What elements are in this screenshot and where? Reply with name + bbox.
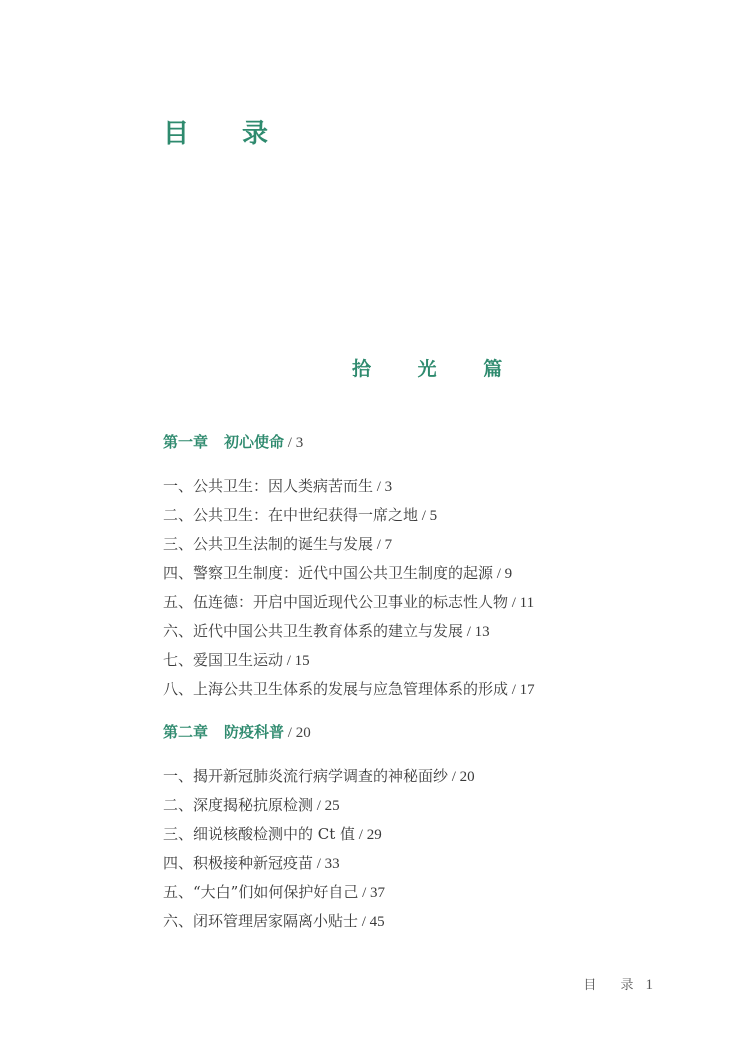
- chapter-heading-1[interactable]: [163, 430, 303, 454]
- footer-label: 目 录: [583, 978, 644, 993]
- entry-page: / 25: [313, 798, 340, 814]
- toc-entry[interactable]: [163, 677, 535, 701]
- chapter-page: / 3: [284, 435, 304, 451]
- chapter-title: 初心使命: [224, 433, 285, 451]
- entry-page: / 33: [313, 856, 340, 872]
- chapter-number: 第二章: [163, 723, 209, 741]
- entry-page: / 5: [418, 508, 438, 524]
- entry-page: / 29: [355, 827, 382, 843]
- entry-title: 二、公共卫生：在中世纪获得一席之地: [163, 506, 419, 524]
- chapter-title: 防疫科普: [224, 723, 285, 741]
- toc-entry[interactable]: [163, 822, 382, 846]
- entry-title: 五、“大白”们如何保护好自己: [163, 883, 359, 901]
- toc-entry[interactable]: [163, 648, 310, 672]
- entry-page: / 45: [358, 914, 385, 930]
- entry-title: 五、伍连德：开启中国近现代公卫事业的标志性人物: [163, 593, 509, 611]
- entry-title: 一、揭开新冠肺炎流行病学调查的神秘面纱: [163, 767, 449, 785]
- entry-page: / 7: [373, 537, 393, 553]
- entry-page: / 17: [508, 682, 535, 698]
- toc-entry[interactable]: [163, 793, 340, 817]
- chapter-number: 第一章: [163, 433, 209, 451]
- toc-entry[interactable]: [163, 503, 437, 527]
- toc-entry[interactable]: [163, 590, 534, 614]
- entry-title: 四、警察卫生制度：近代中国公共卫生制度的起源: [163, 564, 494, 582]
- toc-entry[interactable]: [163, 764, 475, 788]
- toc-entry[interactable]: [163, 474, 392, 498]
- entry-page: / 15: [283, 653, 310, 669]
- toc-entry[interactable]: [163, 619, 490, 643]
- entry-title: 八、上海公共卫生体系的发展与应急管理体系的形成: [163, 680, 509, 698]
- entry-title: 二、深度揭秘抗原检测: [163, 796, 314, 814]
- toc-entry[interactable]: [163, 532, 392, 556]
- toc-entry[interactable]: [163, 909, 385, 933]
- entry-title: 三、细说核酸检测中的 Ct 值: [163, 825, 356, 843]
- entry-title: 七、爱国卫生运动: [163, 651, 284, 669]
- entry-title: 一、公共卫生：因人类病苦而生: [163, 477, 374, 495]
- entry-page: / 13: [463, 624, 490, 640]
- entry-title: 六、近代中国公共卫生教育体系的建立与发展: [163, 622, 464, 640]
- page-footer: [583, 975, 653, 995]
- chapter-page: / 20: [284, 725, 311, 741]
- entry-page: / 11: [508, 595, 535, 611]
- toc-entry[interactable]: [163, 561, 512, 585]
- entry-page: / 9: [493, 566, 513, 582]
- entry-title: 三、公共卫生法制的诞生与发展: [163, 535, 374, 553]
- entry-page: / 37: [358, 885, 386, 901]
- toc-entry[interactable]: [163, 851, 340, 875]
- toc-title: 目 录: [163, 119, 291, 149]
- toc-entry[interactable]: [163, 880, 385, 904]
- entry-page: / 20: [448, 769, 475, 785]
- page-number: 1: [645, 977, 653, 993]
- entry-title: 四、积极接种新冠疫苗: [163, 854, 314, 872]
- chapter-heading-2[interactable]: [163, 720, 311, 744]
- part-title: 拾 光 篇: [352, 358, 523, 380]
- entry-page: / 3: [373, 479, 393, 495]
- entry-title: 六、闭环管理居家隔离小贴士: [163, 912, 359, 930]
